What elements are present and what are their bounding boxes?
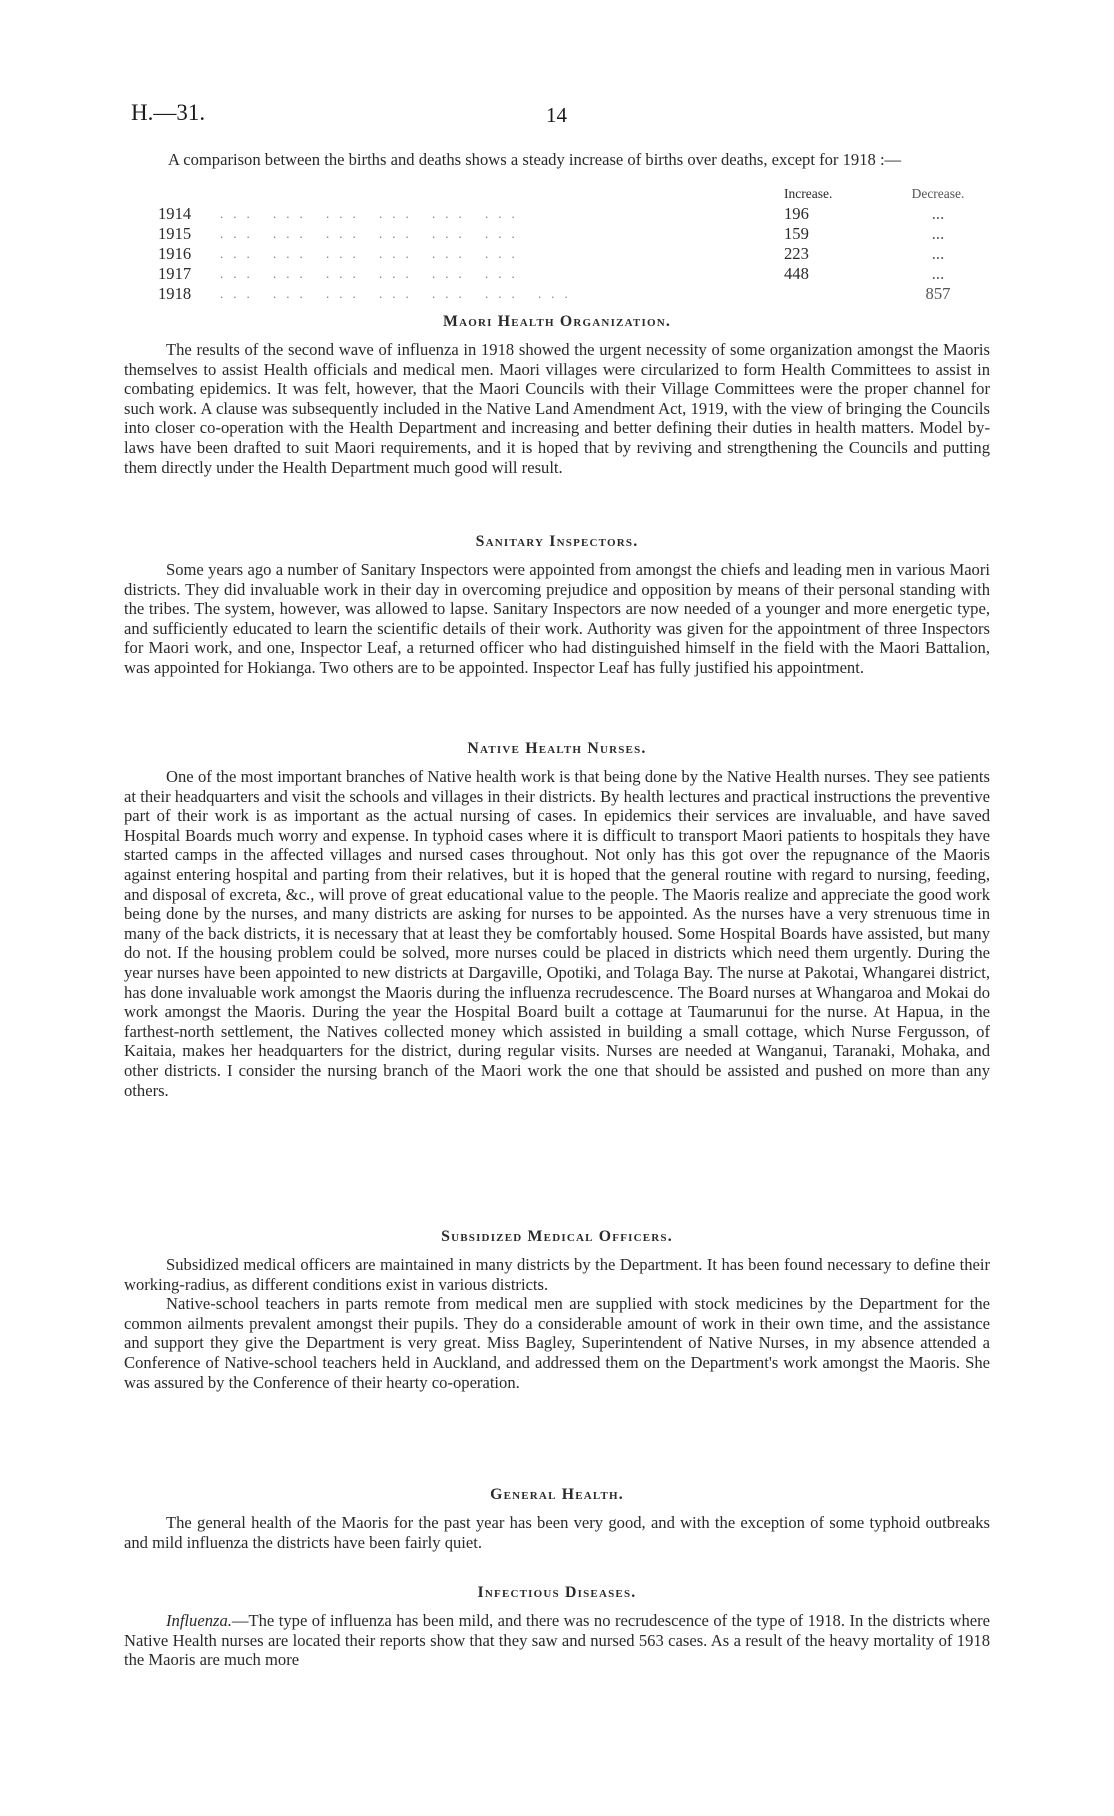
leader-dots: ... ... ... ... ... ... — [220, 226, 525, 241]
increase-cell: 223 — [784, 244, 809, 263]
year-cell: 1915 — [158, 224, 192, 243]
section-maori-health — [124, 312, 990, 477]
decrease-header: Decrease. — [911, 186, 965, 201]
section-heading: General Health. — [490, 1486, 624, 1503]
section-heading: Maori Health Organization. — [442, 313, 671, 330]
decrease-cell: 857 — [925, 284, 951, 303]
section-heading: Infectious Diseases. — [477, 1584, 637, 1601]
section-paragraph: Subsidized medical officers are maintained in many districts by the Department. It has been found necessary to define their working-radius, as different conditions exist in various districts. — [124, 1255, 990, 1294]
section-heading: Sanitary Inspectors. — [475, 533, 639, 550]
influenza-lead: Influenza. — [166, 1611, 232, 1630]
leader-dots: ... ... ... ... ... ... ... — [220, 286, 578, 301]
increase-cell — [776, 284, 882, 304]
year-cell: 1917 — [158, 264, 192, 283]
section-subsidized-medical-officers — [124, 1227, 990, 1392]
table-row — [124, 264, 994, 284]
table-row — [124, 204, 994, 224]
table-row — [124, 284, 994, 304]
report-reference: H.—31. — [131, 100, 206, 125]
intro-paragraph: A comparison between the births and deaths shows a steady increase of births over deaths, except for 1918 :— — [168, 150, 902, 169]
influenza-text: —The type of influenza has been mild, and there was no recrudescence of the type of 1918. In the districts where Native Health nurses are located their reports show that they saw and nursed 563 cases. As a result of the heavy mortality of 1918 the Maoris are much more — [124, 1611, 990, 1670]
section-heading: Subsidized Medical Officers. — [441, 1228, 673, 1245]
section-general-health — [124, 1485, 990, 1552]
births-deaths-table — [124, 184, 994, 304]
decrease-cell: ... — [931, 264, 945, 283]
year-cell: 1918 — [158, 284, 192, 303]
section-paragraph: One of the most important branches of Native health work is that being done by the Native Health nurses. They see patients at their headquarters and visit the schools and villages in their districts. By health lectures and practical instructions the preventive part of their work is as important as the actual nursing of cases. In epidemics their services are invaluable, and have saved Hospital Boards much worry and expense. In typhoid cases where it is difficult to transport Maori patients to hospitals they have started camps in the affected villages and nursed cases throughout. Not only has this got over the repugnance of the Maoris against entering hospital and parting from their relatives, but it is hoped that the general routine with regard to nursing, feeding, and disposal of excreta, &c., will prove of great educational value to the people. The Maoris realize and appreciate the good work being done by the nurses, and many districts are asking for nurses to be appointed. As the nurses have a very strenuous time in many of the back districts, it is necessary that at least they be comfortably housed. Some Hospital Boards have assisted, but many do not. If the housing problem could be solved, more nurses could be placed in districts which need them urgently. During the year nurses have been appointed to new districts at Dargaville, Opotiki, and Tolaga Bay. The nurse at Pakotai, Whangarei district, has done invaluable work amongst the Maoris during the influenza recrudescence. The Board nurses at Whangaroa and Mokai do work amongst the Maoris. During the year the Hospital Board built a cottage at Taumarunui for the nurse. At Hapua, in the farthest-north settlement, the Natives collected money which assisted in building a small cottage, which Nurse Fergusson, of Kaitaia, makes her headquarters for the district, during regular visits. Nurses are needed at Wanganui, Taranaki, Mohaka, and other districts. I consider the nursing branch of the Maori work the one that should be assisted and pushed on more than any others. — [124, 767, 990, 1100]
table-row — [124, 224, 994, 244]
leader-dots: ... ... ... ... ... ... — [220, 266, 525, 281]
decrease-cell: ... — [931, 204, 945, 223]
section-infectious-diseases — [124, 1583, 990, 1670]
table-row — [124, 244, 994, 264]
section-paragraph: Some years ago a number of Sanitary Inspectors were appointed from amongst the chiefs and leading men in various Maori districts. They did invaluable work in their day in overcoming prejudice and opposition by means of their personal standing with the tribes. The system, however, was allowed to lapse. Sanitary Inspectors are now needed of a younger and more energetic type, and sufficiently educated to learn the scientific details of their work. Authority was given for the appointment of three Inspectors for Maori work, and one, Inspector Leaf, a returned officer who had distinguished himself in the field with the Maori Battalion, was appointed for Hokianga. Two others are to be appointed. Inspector Leaf has fully justified his appointment. — [124, 560, 990, 677]
year-cell: 1916 — [158, 244, 192, 263]
page-number: 14 — [546, 103, 567, 127]
leader-dots: ... ... ... ... ... ... — [220, 206, 525, 221]
section-paragraph: The general health of the Maoris for the past year has been very good, and with the exception of some typhoid outbreaks and mild influenza the districts have been fairly quiet. — [124, 1513, 990, 1552]
section-sanitary-inspectors — [124, 532, 990, 678]
year-cell: 1914 — [158, 204, 192, 223]
increase-cell: 159 — [784, 224, 809, 243]
decrease-cell: ... — [931, 224, 945, 243]
section-paragraph: The results of the second wave of influenza in 1918 showed the urgent necessity of some organization amongst the Maoris themselves to assist Health officials and medical men. Maori villages were circularized to form Health Committees to assist in combating epidemics. It was felt, however, that the Maori Councils with their Village Committees were the proper channel for such work. A clause was subsequently included in the Native Land Amendment Act, 1919, with the view of bringing the Councils into closer co-operation with the Health Department and increasing and better defining their duties in health matters. Model by-laws have been drafted to suit Maori requirements, and it is hoped that by reviving and strengthening the Councils and putting them directly under the Health Department much good will result. — [124, 340, 990, 477]
section-paragraph: Native-school teachers in parts remote from medical men are supplied with stock medicines by the Department for the common ailments prevalent amongst their pupils. They do a considerable amount of work in their own time, and the assistance and support they give the Department is very great. Miss Bagley, Superintendent of Native Nurses, in my absence attended a Conference of Native-school teachers held in Auckland, and addressed them on the Department's work amongst the Maoris. She was assured by the Conference of their hearty co-operation. — [124, 1294, 990, 1392]
section-native-health-nurses — [124, 739, 990, 1100]
increase-header: Increase. — [784, 186, 833, 201]
decrease-cell: ... — [931, 244, 945, 263]
leader-dots: ... ... ... ... ... ... — [220, 246, 525, 261]
increase-cell: 448 — [784, 264, 809, 283]
influenza-paragraph — [124, 1611, 990, 1670]
table-header-row — [124, 184, 994, 204]
section-heading: Native Health Nurses. — [467, 740, 647, 757]
increase-cell: 196 — [784, 204, 809, 223]
